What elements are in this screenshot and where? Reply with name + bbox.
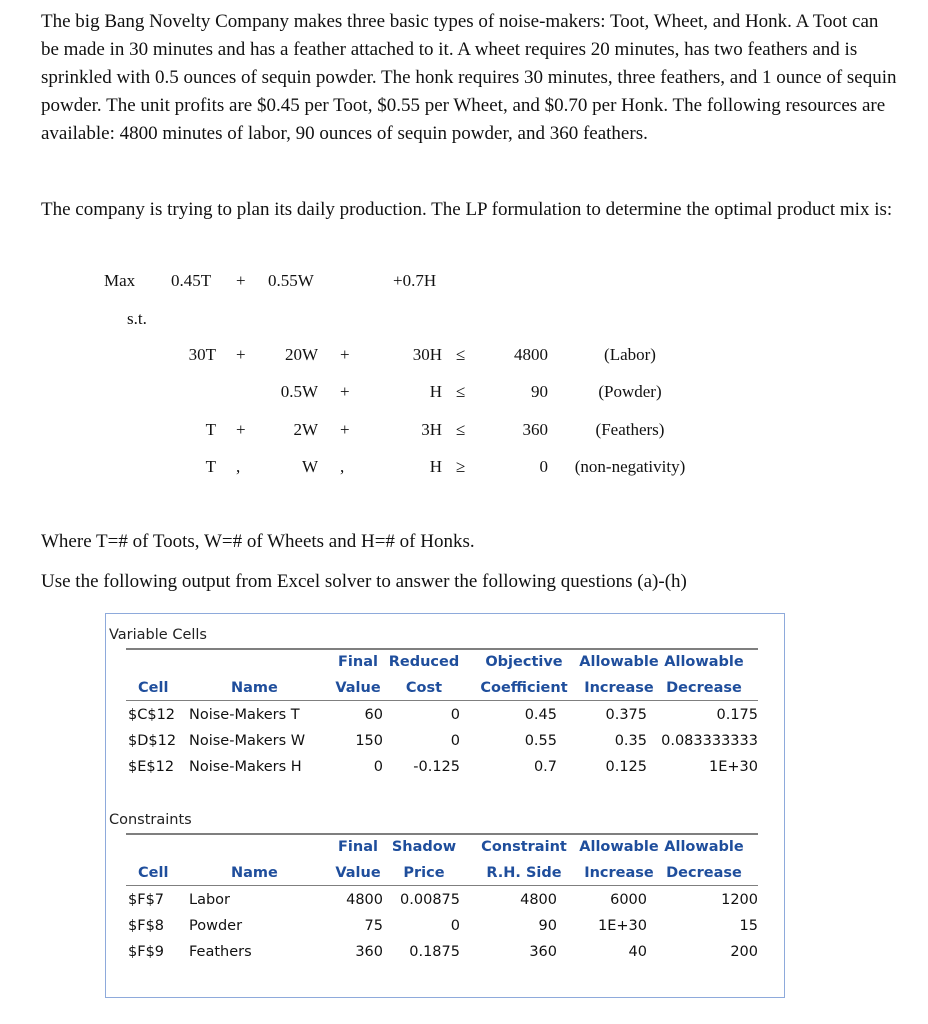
cell-value: 0.125 (605, 759, 647, 775)
constraint-term-w: 2W (293, 420, 318, 439)
constraint-name: (Labor) (604, 345, 656, 364)
column-header: Cell (138, 865, 169, 881)
solver-output (105, 613, 785, 998)
column-header: Final (338, 839, 378, 855)
constraint-relation: ≥ (456, 457, 466, 476)
constraint-term-t: T (205, 457, 216, 476)
column-header: Value (335, 680, 381, 696)
constraint-op: + (236, 420, 246, 439)
column-header: Allowable (664, 839, 744, 855)
column-header: Value (335, 865, 381, 881)
column-header: R.H. Side (486, 865, 562, 881)
constraint-term-h: 3H (421, 420, 442, 439)
cell-ref: $F$7 (128, 892, 165, 908)
cell-value: 1200 (721, 892, 758, 908)
objective-term-h: +0.7H (393, 271, 437, 290)
constraint-relation: ≤ (456, 345, 466, 364)
cell-value: 0.1875 (409, 944, 460, 960)
constraint-op: + (236, 345, 246, 364)
cell-value: 360 (355, 944, 383, 960)
cell-value: 75 (364, 918, 383, 934)
table-rule (126, 700, 758, 701)
constraint-relation: ≤ (456, 382, 466, 401)
column-header: Increase (584, 680, 654, 696)
constraint-name: (non-negativity) (574, 457, 686, 476)
cell-ref: $D$12 (128, 733, 177, 749)
cell-value: 40 (628, 944, 647, 960)
constraint-term-h: H (429, 457, 442, 476)
cell-value: -0.125 (413, 759, 460, 775)
constraint-op: , (236, 457, 241, 476)
column-header: Decrease (666, 865, 742, 881)
cell-value: 60 (364, 707, 383, 723)
constraint-rhs: 0 (539, 457, 548, 476)
objective-term-t: 0.45T (171, 271, 212, 290)
column-header: Coefficient (480, 680, 568, 696)
cell-value: 0.00875 (400, 892, 460, 908)
cell-value: 15 (739, 918, 758, 934)
row-name: Noise-Makers W (189, 733, 306, 749)
lp-intro: The company is trying to plan its daily production. The LP formulation to determine the optimal product mix is: (41, 199, 893, 220)
constraint-term-t: T (205, 420, 216, 439)
column-header: Allowable (664, 654, 744, 670)
column-header: Price (403, 865, 445, 881)
cell-value: 200 (730, 944, 758, 960)
table-rule (126, 885, 758, 886)
cell-value: 0 (450, 707, 460, 723)
objective-plus: + (236, 271, 246, 290)
cell-ref: $E$12 (128, 759, 175, 775)
column-header: Increase (584, 865, 654, 881)
row-name: Powder (189, 918, 243, 934)
cell-value: 1E+30 (598, 918, 647, 934)
constraint-op: , (340, 457, 345, 476)
column-header: Allowable (579, 654, 659, 670)
row-name: Labor (189, 892, 231, 908)
column-header: Constraint (481, 839, 567, 855)
constraint-term-h: 30H (412, 345, 442, 364)
cell-value: 150 (355, 733, 383, 749)
max-label: Max (104, 271, 136, 290)
constraint-op: + (340, 382, 350, 401)
cell-value: 0.175 (716, 707, 758, 723)
objective-term-w: 0.55W (268, 271, 314, 290)
column-header: Cost (405, 680, 443, 696)
row-name: Feathers (189, 944, 252, 960)
st-label: s.t. (127, 309, 147, 328)
constraint-term-h: H (429, 382, 442, 401)
cell-value: 0.083333333 (661, 733, 758, 749)
table-rule (126, 648, 758, 650)
cell-value: 90 (538, 918, 557, 934)
row-name: Noise-Makers T (189, 707, 300, 723)
instructions: Use the following output from Excel solver to answer the following questions (a)-(h) (41, 571, 687, 592)
cell-value: 0.45 (524, 707, 557, 723)
variable-definitions: Where T=# of Toots, W=# of Wheets and H=# of Honks. (41, 531, 475, 552)
column-header: Decrease (666, 680, 742, 696)
constraint-term-t: 30T (188, 345, 216, 364)
problem-description: The big Bang Novelty Company makes three basic types of noise-makers: Toot, Wheet, and Honk. A Toot can be made in 30 minutes and has a feather attached to it. A wheet requires 20 minutes, has two feathers and is sprinkled with 0.5 ounces of sequin powder. The honk requires 30 minutes, three feathers, and 1 ounce of sequin powder. The unit profits are $0.45 per Toot, $0.55 per Wheet, and $0.70 per Honk. The following resources are available: 4800 minutes of labor, 90 ounces of sequin powder, and 360 feathers. (41, 11, 897, 144)
cell-ref: $C$12 (128, 707, 176, 723)
cell-value: 0 (450, 918, 460, 934)
cell-ref: $F$9 (128, 944, 165, 960)
constraint-relation: ≤ (456, 420, 466, 439)
column-header: Final (338, 654, 378, 670)
column-header: Reduced (388, 654, 460, 670)
constraint-name: (Powder) (598, 382, 662, 401)
cell-value: 0.7 (533, 759, 557, 775)
cell-value: 0 (450, 733, 460, 749)
cell-ref: $F$8 (128, 918, 165, 934)
constraint-op: + (340, 345, 350, 364)
constraint-rhs: 90 (531, 382, 548, 401)
constraint-rhs: 360 (522, 420, 548, 439)
constraint-term-w: W (301, 457, 318, 476)
column-header: Name (231, 680, 278, 696)
cell-value: 1E+30 (709, 759, 758, 775)
cell-value: 0.375 (605, 707, 647, 723)
cell-value: 0 (373, 759, 383, 775)
column-header: Allowable (579, 839, 659, 855)
column-header: Cell (138, 680, 169, 696)
table-rule (126, 833, 758, 835)
constraint-term-w: 0.5W (280, 382, 318, 401)
cell-value: 6000 (610, 892, 647, 908)
row-name: Noise-Makers H (189, 759, 302, 775)
cell-value: 0.35 (614, 733, 647, 749)
cell-value: 360 (529, 944, 557, 960)
constraint-name: (Feathers) (595, 420, 665, 439)
constraint-term-w: 20W (284, 345, 318, 364)
column-header: Name (231, 865, 278, 881)
cell-value: 4800 (520, 892, 557, 908)
column-header: Objective (485, 654, 563, 670)
section-title: Constraints (109, 812, 192, 828)
column-header: Shadow (391, 839, 457, 855)
constraint-op: + (340, 420, 350, 439)
section-title: Variable Cells (109, 627, 207, 643)
cell-value: 4800 (346, 892, 383, 908)
constraint-rhs: 4800 (514, 345, 548, 364)
cell-value: 0.55 (524, 733, 557, 749)
